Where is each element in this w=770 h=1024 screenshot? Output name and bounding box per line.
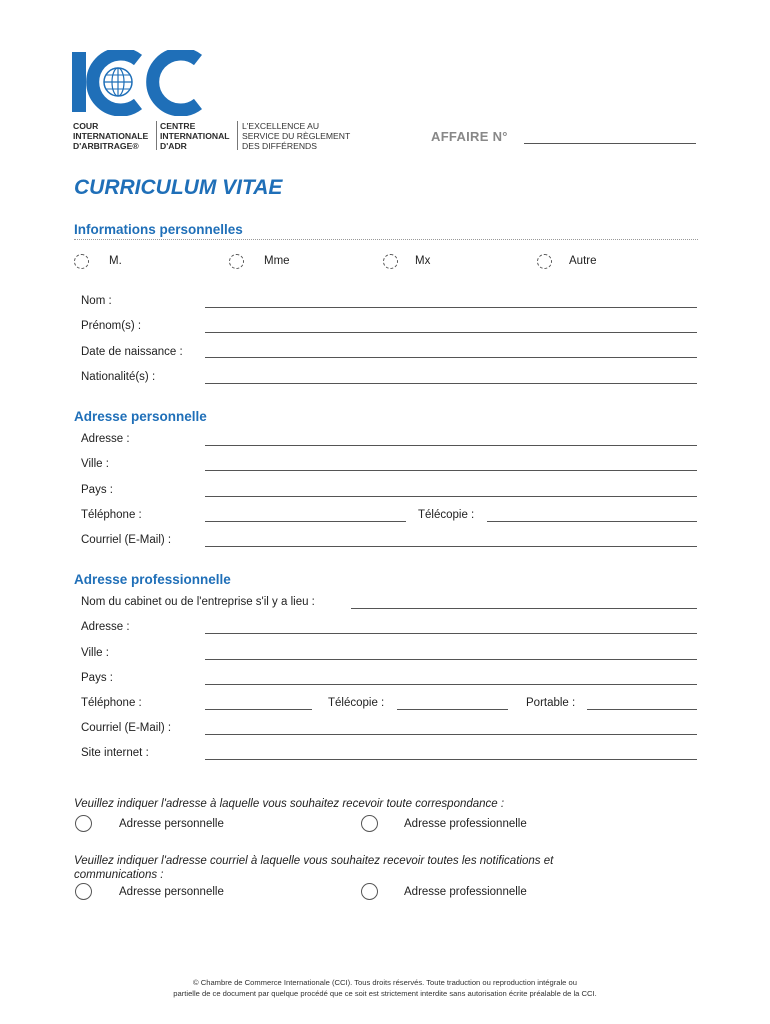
field-label: Télécopie : xyxy=(418,509,475,521)
work-phone-field[interactable] xyxy=(205,709,312,710)
first-name-field[interactable] xyxy=(205,332,697,333)
radio-civility-mme[interactable] xyxy=(229,254,244,269)
field-label: Pays : xyxy=(81,484,113,496)
website-field[interactable] xyxy=(205,759,697,760)
radio-notifications-work[interactable] xyxy=(361,883,378,900)
logo-court-text: COUR INTERNATIONALE D'ARBITRAGE® xyxy=(73,121,149,151)
section-home-address: Adresse personnelle xyxy=(74,409,207,424)
field-label: Site internet : xyxy=(81,747,149,759)
field-label: Nom du cabinet ou de l'entreprise s'il y a lieu : xyxy=(81,596,315,608)
radio-civility-m[interactable] xyxy=(74,254,89,269)
home-email-field[interactable] xyxy=(205,546,697,547)
logo-centre-text: CENTRE INTERNATIONAL D'ADR xyxy=(160,121,230,151)
work-mobile-field[interactable] xyxy=(587,709,697,710)
document-title: CURRICULUM VITAE xyxy=(74,176,283,199)
option-label: Adresse professionnelle xyxy=(404,886,527,898)
logo-tagline: L'EXCELLENCE AU SERVICE DU RÈGLEMENT DES DIFFÉRENDS xyxy=(242,121,351,151)
home-fax-field[interactable] xyxy=(487,521,697,522)
civility-label: M. xyxy=(109,255,122,267)
field-label: Téléphone : xyxy=(81,509,142,521)
field-label: Ville : xyxy=(81,458,109,470)
field-label: Adresse : xyxy=(81,433,130,445)
field-label: Courriel (E-Mail) : xyxy=(81,534,172,546)
work-address-field[interactable] xyxy=(205,633,697,634)
field-label: Pays : xyxy=(81,672,113,684)
field-label: Adresse : xyxy=(81,621,130,633)
footer-line: © Chambre de Commerce Internationale (CCI). Tous droits réservés. Toute traduction ou reproduction intégrale ou xyxy=(193,978,577,987)
radio-correspondence-work[interactable] xyxy=(361,815,378,832)
radio-correspondence-personal[interactable] xyxy=(75,815,92,832)
company-name-field[interactable] xyxy=(351,608,697,609)
field-label: Téléphone : xyxy=(81,697,142,709)
field-label: Ville : xyxy=(81,647,109,659)
section-work-address: Adresse professionnelle xyxy=(74,572,231,587)
case-number-field[interactable] xyxy=(524,143,696,144)
field-label: Date de naissance : xyxy=(81,346,183,358)
radio-civility-autre[interactable] xyxy=(537,254,552,269)
birth-date-field[interactable] xyxy=(205,357,697,358)
civility-label: Autre xyxy=(569,255,597,267)
logo-divider xyxy=(237,121,238,150)
work-country-field[interactable] xyxy=(205,684,697,685)
home-country-field[interactable] xyxy=(205,496,697,497)
section-divider xyxy=(74,239,698,240)
field-label: Courriel (E-Mail) : xyxy=(81,722,172,734)
radio-civility-mx[interactable] xyxy=(383,254,398,269)
civility-label: Mme xyxy=(264,255,290,267)
correspondence-question: Veuillez indiquer l'adresse à laquelle vous souhaitez recevoir toute correspondance : xyxy=(74,798,505,810)
home-city-field[interactable] xyxy=(205,470,697,471)
notifications-question: Veuillez indiquer l'adresse courriel à laquelle vous souhaitez recevoir toutes les notifications et communications : xyxy=(74,855,554,881)
option-label: Adresse personnelle xyxy=(119,886,224,898)
footer-line: partielle de ce document par quelque procédé que ce soit est strictement interdite sans autorisation écrite préalable de la CCI. xyxy=(173,989,597,998)
last-name-field[interactable] xyxy=(205,307,697,308)
home-address-field[interactable] xyxy=(205,445,697,446)
copyright-footer xyxy=(0,977,770,999)
work-city-field[interactable] xyxy=(205,659,697,660)
field-label: Télécopie : xyxy=(328,697,385,709)
work-fax-field[interactable] xyxy=(397,709,508,710)
radio-notifications-personal[interactable] xyxy=(75,883,92,900)
logo-divider xyxy=(156,121,157,150)
field-label: Nom : xyxy=(81,295,112,307)
home-phone-field[interactable] xyxy=(205,521,406,522)
field-label: Portable : xyxy=(526,697,576,709)
work-email-field[interactable] xyxy=(205,734,697,735)
nationality-field[interactable] xyxy=(205,383,697,384)
section-personal-info: Informations personnelles xyxy=(74,222,243,237)
field-label: Nationalité(s) : xyxy=(81,371,156,383)
field-label: Prénom(s) : xyxy=(81,320,142,332)
option-label: Adresse personnelle xyxy=(119,818,224,830)
icc-logo xyxy=(72,50,202,116)
civility-label: Mx xyxy=(415,255,431,267)
option-label: Adresse professionnelle xyxy=(404,818,527,830)
case-number-label: AFFAIRE N° xyxy=(431,129,508,144)
